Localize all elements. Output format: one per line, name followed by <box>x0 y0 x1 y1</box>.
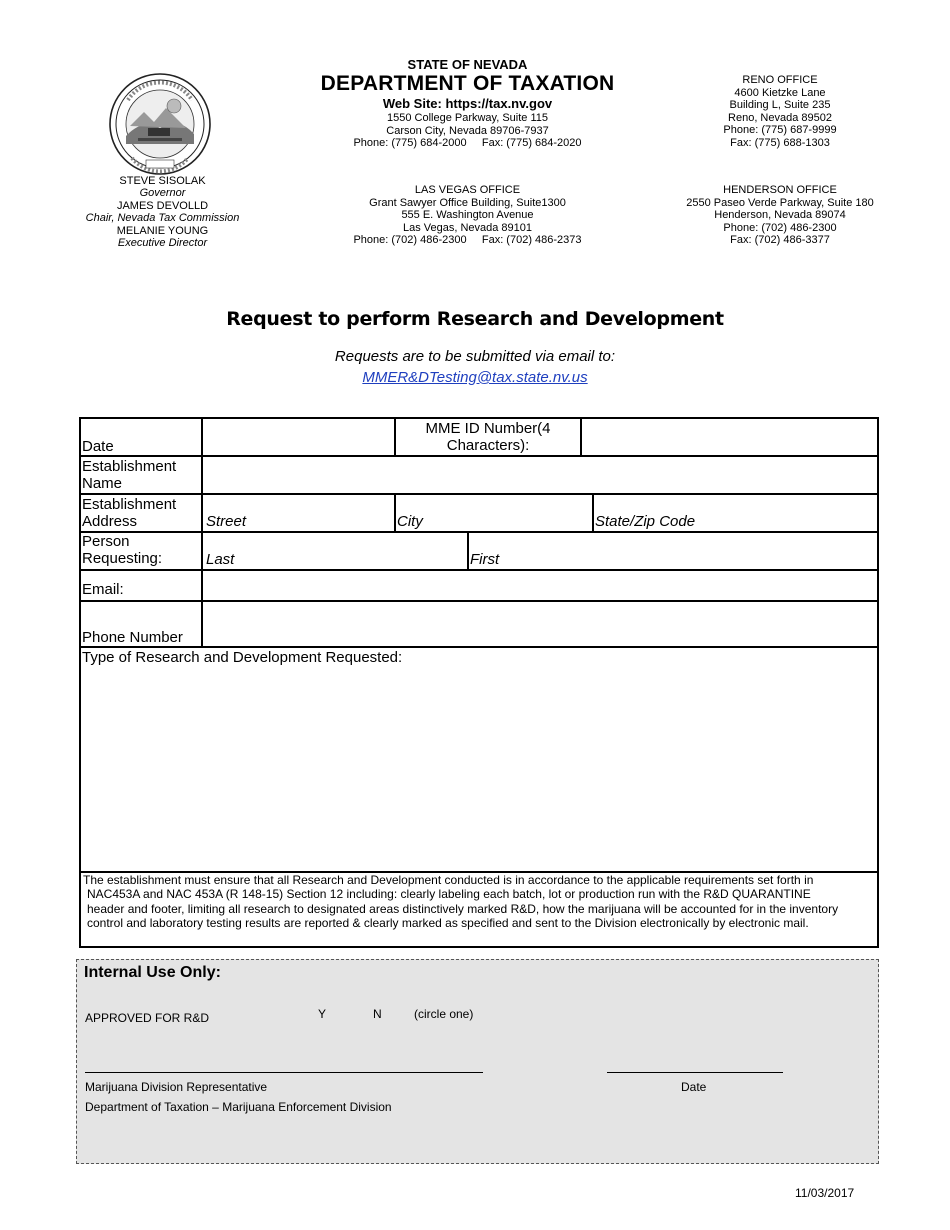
internal-use-heading: Internal Use Only: <box>84 964 221 981</box>
office-line: LAS VEGAS OFFICE <box>414 184 521 196</box>
website: Web Site: https://tax.nv.gov <box>382 96 553 111</box>
email-input[interactable] <box>203 571 875 600</box>
office-line: Phone: (775) 687-9999 <box>723 124 837 137</box>
request-form <box>79 417 879 948</box>
address-line: Carson City, Nevada 89706-7937 <box>386 124 549 137</box>
phone-number-input[interactable] <box>203 602 875 646</box>
officials-list <box>80 175 245 249</box>
document-title: Request to perform Research and Development <box>226 308 724 330</box>
label-line: Person <box>82 533 130 550</box>
office-line: Grant Sawyer Office Building, Suite1300 <box>369 196 566 209</box>
representative-signature-line[interactable] <box>85 1072 483 1073</box>
revision-date: 11/03/2017 <box>795 1186 855 1200</box>
representative-label: Marijuana Division Representative <box>85 1080 268 1094</box>
reno-office-block <box>680 74 880 150</box>
research-type-label: Type of Research and Development Requested: <box>82 649 403 666</box>
label-line: Address <box>82 513 138 530</box>
official-title: Executive Director <box>117 237 208 250</box>
last-name-input[interactable]: Last <box>206 551 235 568</box>
label-line: Name <box>82 475 123 492</box>
office-line: Las Vegas, Nevada 89101 <box>402 221 533 234</box>
establishment-address-label <box>82 496 176 530</box>
label-line: Requesting: <box>82 550 163 567</box>
phone-number-label: Phone Number <box>82 629 183 646</box>
nevada-state-seal-icon <box>108 72 212 176</box>
notice-line: control and laboratory testing results are reported & clearly marked as specified and sent to the Division electronically by electronic mail. <box>87 915 809 930</box>
notice-line: header and footer, limiting all research to designated areas distinctively marked R&D, how the marijuana will be accounted for in the inventory <box>87 901 839 916</box>
first-name-input[interactable]: First <box>470 551 500 568</box>
person-requesting-label <box>82 533 162 567</box>
submission-instructions <box>0 346 950 388</box>
research-type-textarea[interactable] <box>83 669 873 869</box>
office-line: 4600 Kietzke Lane <box>734 86 826 99</box>
submission-email-link[interactable]: MMER&DTesting@tax.state.nv.us <box>362 369 588 386</box>
circle-one-note: (circle one) <box>414 1007 474 1021</box>
date-label: Date <box>82 438 114 455</box>
las-vegas-office-block <box>330 184 605 247</box>
email-label: Email: <box>82 581 124 598</box>
mme-id-label-line: MME ID Number(4 <box>425 420 551 437</box>
date-input[interactable] <box>203 419 394 455</box>
office-line: 2550 Paseo Verde Parkway, Suite 180 <box>686 196 874 209</box>
office-line: Henderson, Nevada 89074 <box>714 209 846 222</box>
henderson-office-block <box>670 184 890 247</box>
city-input[interactable]: City <box>397 513 423 530</box>
department-name: DEPARTMENT OF TAXATION <box>320 72 615 95</box>
street-input[interactable]: Street <box>206 513 247 530</box>
office-line: HENDERSON OFFICE <box>723 184 837 196</box>
approve-yes-option[interactable]: Y <box>318 1007 327 1021</box>
official-title: Chair, Nevada Tax Commission <box>85 212 240 225</box>
office-line: Phone: (702) 486-2300 Fax: (702) 486-2373 <box>353 234 582 247</box>
approved-label: APPROVED FOR R&D <box>85 1011 210 1025</box>
office-line: RENO OFFICE <box>742 74 818 86</box>
approve-no-option[interactable]: N <box>373 1007 382 1021</box>
office-line: Fax: (775) 688-1303 <box>730 136 830 149</box>
official-name: JAMES DEVOLLD <box>116 199 209 212</box>
notice-line: NAC453A and NAC 453A (R 148-15) Section 12 including: clearly labeling each batch, lot or production run with the R&D QUARANTINE <box>87 887 811 902</box>
office-line: 555 E. Washington Avenue <box>401 209 534 222</box>
compliance-notice <box>83 873 871 930</box>
approval-date-label: Date <box>681 1080 707 1094</box>
establishment-name-input[interactable] <box>203 457 875 493</box>
internal-use-section <box>76 959 879 1164</box>
official-name: STEVE SISOLAK <box>119 175 206 187</box>
establishment-name-label <box>82 458 176 492</box>
mme-id-input[interactable] <box>582 419 875 455</box>
official-name: MELANIE YOUNG <box>116 224 209 237</box>
office-line: Building L, Suite 235 <box>729 99 831 112</box>
mme-id-label <box>396 420 580 454</box>
mme-id-label-line: Characters): <box>446 437 530 454</box>
state-zip-input[interactable]: State/Zip Code <box>595 513 696 530</box>
office-line: Reno, Nevada 89502 <box>728 111 832 124</box>
label-line: Establishment <box>82 496 177 513</box>
main-office-block <box>315 57 620 150</box>
approval-date-line[interactable] <box>607 1072 783 1073</box>
office-line: Fax: (702) 486-3377 <box>730 234 830 247</box>
notice-line: The establishment must ensure that all Research and Development conducted is in accordance to the applicable requirements set forth in <box>83 873 814 887</box>
official-title: Governor <box>139 187 186 200</box>
office-line: Phone: (702) 486-2300 <box>723 221 837 234</box>
phone-line: Phone: (775) 684-2000 Fax: (775) 684-2020 <box>353 137 582 150</box>
division-label: Department of Taxation – Marijuana Enforcement Division <box>85 1100 392 1114</box>
address-line: 1550 College Parkway, Suite 115 <box>386 112 549 124</box>
label-line: Establishment <box>82 458 177 475</box>
state-name: STATE OF NEVADA <box>407 57 528 72</box>
submission-text: Requests are to be submitted via email to: <box>334 348 616 365</box>
